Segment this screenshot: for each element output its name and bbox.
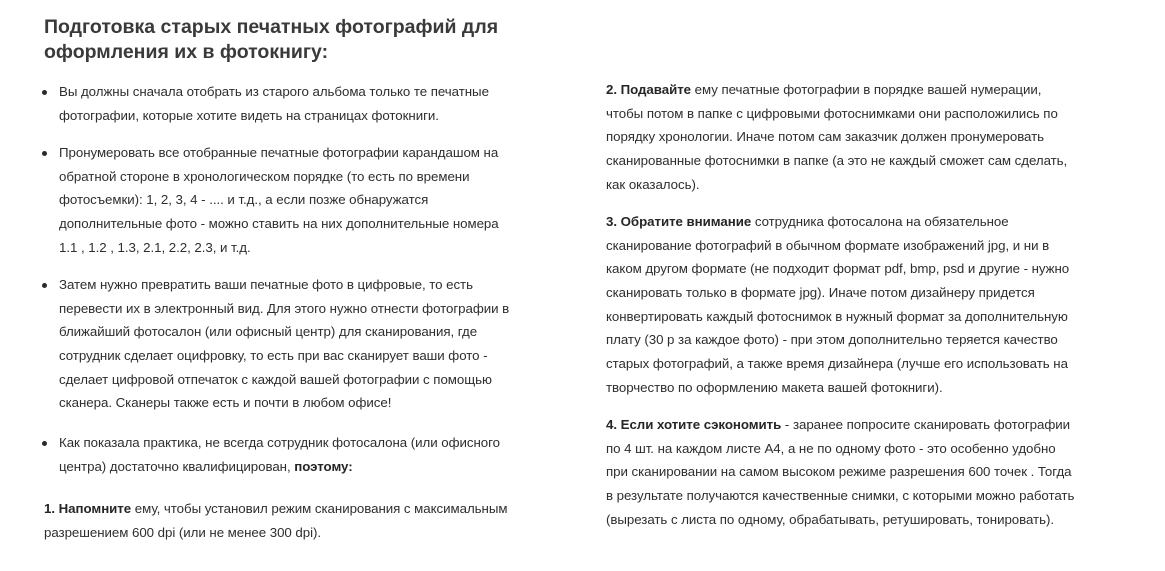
bullet-dot-icon <box>42 90 47 95</box>
text-line: Как показала практика, не всегда сотрудник фотосалона (или офисного <box>59 435 500 450</box>
text-plain: ему, чтобы установил режим сканирования с максимальным <box>131 501 508 516</box>
text-line: сотрудник сделает оцифровку, то есть при вас сканирует ваши фото - <box>59 348 488 364</box>
text-line: как оказалось). <box>606 176 700 192</box>
page-title-line-2: оформления их в фотокнигу: <box>44 41 329 63</box>
text-line: (вырезать с листа по одному, обрабатывать, ретушировать, тонировать). <box>606 511 1054 527</box>
text-line: ближайший фотосалон (или офисный центр) для сканирования, где <box>59 324 478 340</box>
bullet-text <box>59 273 509 415</box>
numbered-point-4 <box>606 413 1074 531</box>
text-line: по 4 шт. на каждом листе А4, а не по одному фото - это особенно удобно <box>606 440 1056 456</box>
text-line <box>59 455 500 479</box>
text-line: Пронумеровать все отобранные печатные фотографии карандашом на <box>59 145 499 160</box>
point-heading: 4. Если хотите сэкономить <box>606 417 782 432</box>
text-line: конвертировать каждый фотоснимок в нужный формат за дополнительную <box>606 308 1068 324</box>
text-line: в результате получаются качественные снимки, с которыми можно работать <box>606 488 1075 504</box>
bullet-dot-icon <box>42 283 47 288</box>
text-line <box>606 413 1074 437</box>
bullet-text <box>59 141 499 259</box>
bullet-text <box>59 431 500 478</box>
text-bold: поэтому: <box>294 458 353 474</box>
text-line: разрешением 600 dpi (или не менее 300 dpi). <box>44 524 322 540</box>
text-line: обратной стороне в хронологическом порядке (то есть по времени <box>59 168 470 184</box>
text-line: 1.1 , 1.2 , 1.3, 2.1, 2.2, 2.3, и т.д. <box>59 239 251 255</box>
page-title-line-1: Подготовка старых печатных фотографий для <box>44 16 499 38</box>
text-line: дополнительные фото - можно ставить на них дополнительные номера <box>59 216 499 232</box>
text-line: старых фотографий, а также время дизайнера (лучше его использовать на <box>606 356 1068 372</box>
bullet-dot-icon <box>42 151 47 156</box>
text-line: Вы должны сначала отобрать из старого альбома только те печатные <box>59 84 489 99</box>
text-line: сканирование фотографий в обычном формате изображений jpg, и ни в <box>606 237 1050 253</box>
bullet-dot-icon <box>42 441 47 446</box>
text-plain: сотрудника фотосалона на обязательное <box>751 214 1009 229</box>
point-heading: 2. Подавайте <box>606 82 691 97</box>
text-line: каком другом формате (не подходит формат pdf, bmp, psd и другие - нужно <box>606 261 1070 277</box>
numbered-point-1 <box>44 497 507 544</box>
text-plain: центра) достаточно квалифицирован, <box>59 458 295 474</box>
text-line <box>44 497 507 521</box>
text-plain: - заранее попросите сканировать фотографии <box>781 417 1071 432</box>
text-line: Затем нужно превратить ваши печатные фото в цифровые, то есть <box>59 277 473 292</box>
text-line: творчество по оформлению макета вашей фотокниги). <box>606 379 943 395</box>
text-line: плату (30 р за каждое фото) - при этом дополнительно теряется качество <box>606 332 1058 348</box>
text-line: при сканировании на самом высоком режиме разрешения 600 точек . Тогда <box>606 464 1072 480</box>
numbered-point-3 <box>606 210 1069 400</box>
text-line: перевести их в электронный вид. Для этого нужно отнести фотографии в <box>59 300 510 316</box>
text-line <box>606 78 1067 102</box>
text-line: сканировать только в формате jpg). Иначе потом дизайнеру придется <box>606 285 1035 301</box>
numbered-point-2 <box>606 78 1067 196</box>
text-line: фотосъемки): 1, 2, 3, 4 - .... и т.д., а если позже обнаружатся <box>59 192 429 208</box>
text-line: сканированные фотоснимки в папке (а это не каждый сможет сам сделать, <box>606 153 1068 169</box>
point-heading: 1. Напомните <box>44 501 132 516</box>
point-heading: 3. Обратите внимание <box>606 214 752 229</box>
text-line: сканера. Сканеры также есть и почти в любом офисе! <box>59 395 392 411</box>
text-line: чтобы потом в папке с цифровыми фотоснимками они расположились по <box>606 105 1058 121</box>
text-line <box>606 210 1069 234</box>
text-plain: ему печатные фотографии в порядке вашей нумерации, <box>691 82 1042 97</box>
text-line: сделает цифровой отпечаток с каждой вашей фотографии с помощью <box>59 371 492 387</box>
text-line: фотографии, которые хотите видеть на страницах фотокниги. <box>59 107 439 123</box>
text-line: порядку хронологии. Иначе потом сам заказчик должен пронумеровать <box>606 129 1045 145</box>
bullet-text <box>59 80 489 127</box>
page-title <box>44 15 564 65</box>
